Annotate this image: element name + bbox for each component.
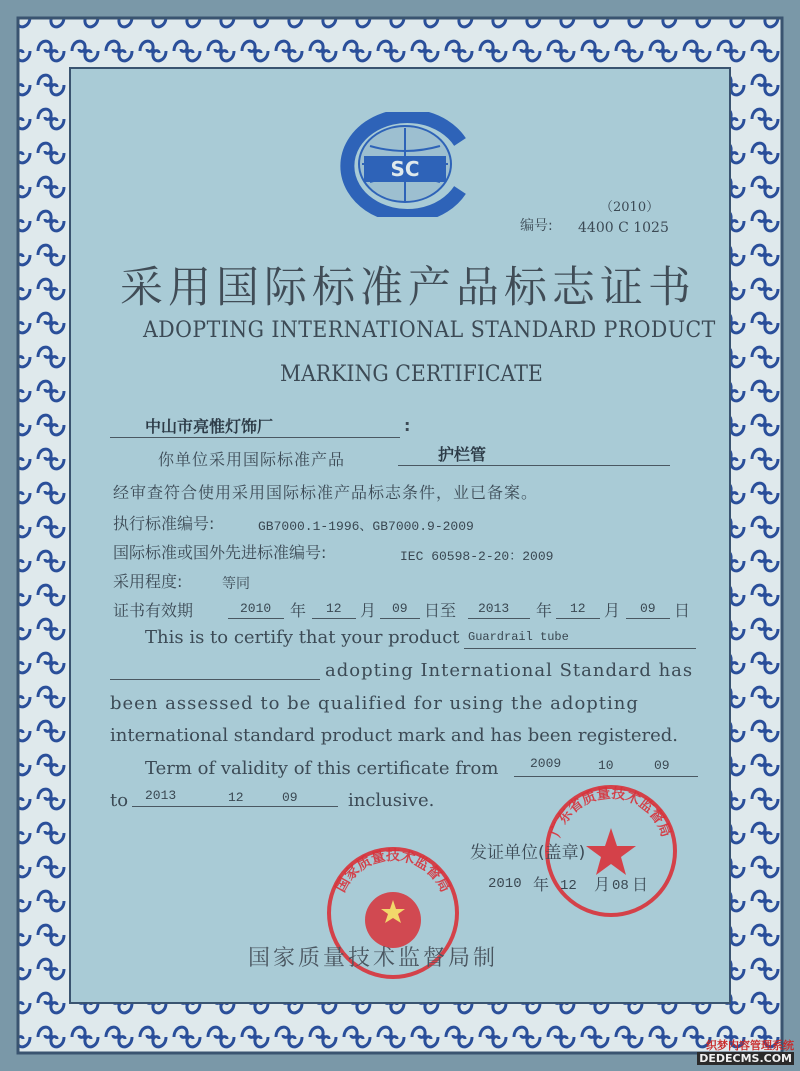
msc-logo-icon <box>330 112 480 217</box>
issue-month: 12 <box>560 878 577 894</box>
degree-value: 等同 <box>222 576 250 592</box>
en-to-month: 12 <box>228 790 244 805</box>
month-char-1: 月 <box>360 601 377 620</box>
product-zh: 护栏管 <box>438 445 487 464</box>
en-to-day: 09 <box>282 790 298 805</box>
zh-line2: 经审查符合使用采用国际标准产品标志条件，业已备案。 <box>113 483 539 502</box>
valid-from-year: 2010 <box>240 601 272 616</box>
en-from-month: 10 <box>598 758 614 773</box>
en-line5: Term of validity of this certificate from <box>145 758 499 779</box>
day-char-2: 日 <box>674 601 691 620</box>
watermark-line1: 织梦内容管理系统 <box>706 1039 794 1052</box>
std-value: GB7000.1-1996、GB7000.9-2009 <box>258 519 474 534</box>
en-line4: international standard product mark and has been registered. <box>110 725 678 746</box>
intl-std-label: 国际标准或国外先进标准编号: <box>113 543 327 562</box>
certificate-number: 4400 C 1025 <box>578 220 669 236</box>
company-colon: : <box>404 416 411 435</box>
title-chinese: 采用国际标准产品标志证书 <box>120 263 696 313</box>
valid-to-year: 2013 <box>478 601 510 616</box>
day-to-char: 日至 <box>424 601 457 620</box>
degree-label: 采用程度: <box>113 572 183 591</box>
valid-to-month: 12 <box>570 601 586 616</box>
issue-day: 08 <box>612 878 629 894</box>
year-char-1: 年 <box>290 601 307 620</box>
intl-std-value: IEC 60598-2-20：2009 <box>400 549 554 564</box>
logo-text: SC <box>390 157 420 181</box>
valid-to-day: 09 <box>640 601 656 616</box>
valid-from-day: 09 <box>392 601 408 616</box>
product-en: Guardrail tube <box>468 630 569 644</box>
issue-day-char: 日 <box>632 875 649 894</box>
watermark-line2: DEDECMS.COM <box>699 1052 792 1065</box>
company-name: 中山市亮惟灯饰厂 <box>145 417 274 436</box>
en-from-year: 2009 <box>530 756 562 771</box>
en-to-year: 2013 <box>145 788 177 803</box>
en-line1: This is to certify that your product <box>145 627 460 648</box>
site-watermark <box>697 1039 794 1065</box>
number-label: 编号: <box>520 218 553 234</box>
zh-line1: 你单位采用国际标准产品 <box>158 450 346 469</box>
en-line2: adopting International Standard has <box>325 660 694 681</box>
right-seal-text: 广东省质量技术监督局 <box>548 785 674 840</box>
std-label: 执行标准编号: <box>113 514 215 533</box>
title-english-line1: ADOPTING INTERNATIONAL STANDARD PRODUCT <box>143 318 716 343</box>
month-char-2: 月 <box>604 601 621 620</box>
en-line3: been assessed to be qualified for using the adopting <box>110 693 639 714</box>
year-char-2: 年 <box>536 601 553 620</box>
issue-month-char: 月 <box>594 875 611 894</box>
en-inclusive: inclusive. <box>348 790 435 811</box>
issuer-label: 发证单位(盖章) <box>470 843 586 863</box>
validity-label: 证书有效期 <box>113 601 194 620</box>
left-seal-text: 国家质量技术监督局 <box>332 848 454 896</box>
footer-issuer: 国家质量技术监督局制 <box>248 946 499 971</box>
issue-year-char: 年 <box>533 875 550 894</box>
en-from-day: 09 <box>654 758 670 773</box>
issue-year: 2010 <box>488 876 522 892</box>
edition-year: （2010） <box>600 200 660 215</box>
en-to-label: to <box>110 790 129 811</box>
title-english-line2: MARKING CERTIFICATE <box>280 362 543 387</box>
valid-from-month: 12 <box>326 601 342 616</box>
